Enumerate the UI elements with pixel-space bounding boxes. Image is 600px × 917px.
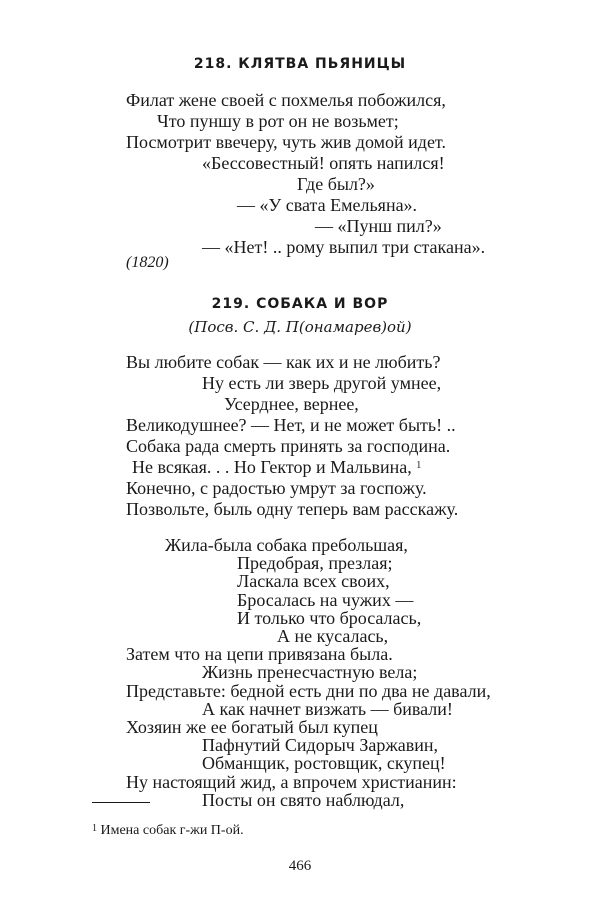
footnote-text: Имена собак г-жи П-ой. — [100, 823, 244, 838]
poem-dedication: (Посв. С. Д. П(онамарев)ой) — [188, 318, 412, 336]
footnote-number: 1 — [92, 823, 97, 834]
poem-line: Ну есть ли зверь другой умнее, — [202, 373, 442, 393]
poem-line: Ласкала всех своих, — [237, 571, 390, 592]
poem-line: Филат жене своей с похмелья побожился, — [126, 90, 446, 110]
footnote-marker: 1 — [416, 460, 422, 471]
poem-line: Затем что на цепи привязана была. — [126, 644, 393, 665]
poem-line-text: Не всякая. . . Но Гектор и Мальвина, — [132, 457, 412, 477]
poem-line: Жизнь пренесчастную вела; — [202, 662, 418, 683]
poem-line: Хозяин же ее богатый был купец — [126, 717, 378, 737]
poem-line: Вы любите собак — как их и не любить? — [126, 352, 441, 372]
page-number: 466 — [288, 858, 312, 874]
poem-line: Ну настоящий жид, а впрочем христианин: — [126, 771, 457, 792]
poem-line: Великодушнее? — Нет, и не может быть! .. — [126, 415, 456, 435]
poem-line: Собака рада смерть принять за господина. — [126, 436, 451, 456]
poem-line: Конечно, с радостью умрут за госпожу. — [126, 478, 427, 498]
poem-line: И только что бросалась, — [237, 607, 422, 628]
poem-line: Посмотрит ввечеру, чуть жив домой идет. — [126, 132, 446, 152]
poem-line: Усерднее, вернее, — [224, 394, 359, 414]
poem-line: — «Пунш пил?» — [315, 216, 442, 236]
poem-line: А не кусалась, — [277, 626, 389, 646]
poem-line: Пафнутий Сидорыч Заржавин, — [202, 735, 439, 756]
poem-line: Где был?» — [297, 174, 375, 194]
poem-line-with-footnote — [132, 457, 421, 478]
poem-line: А как начнет визжать — бивали! — [202, 698, 453, 719]
poem-line: Что пуншу в рот он не возьмет; — [157, 111, 399, 131]
poem-line: — «Нет! .. рому выпил три стакана». — [202, 237, 486, 257]
poem-line: Бросалась на чужих — — [237, 589, 414, 610]
poem-line: — «У свата Емельяна». — [237, 195, 418, 215]
poem-line: Представьте: бедной есть дни по два не давали, — [126, 680, 491, 701]
poem-line: Посты он свято наблюдал, — [202, 789, 405, 810]
poem-date: (1820) — [126, 254, 169, 271]
poem-line: Жила-была собака пребольшая, — [165, 535, 408, 555]
footnote-divider — [92, 802, 150, 803]
poem-line: Обманщик, ростовщик, скупец! — [202, 753, 446, 774]
poem-line: Предобрая, презлая; — [237, 553, 393, 574]
poem-line: «Бессовестный! опять напился! — [202, 153, 445, 173]
poem-line: Позвольте, быль одну теперь вам расскажу. — [126, 499, 459, 519]
poem-title: 218. КЛЯТВА ПЬЯНИЦЫ — [193, 56, 407, 72]
poem-title: 219. СОБАКА И ВОР — [211, 296, 389, 312]
footnote — [92, 822, 244, 840]
